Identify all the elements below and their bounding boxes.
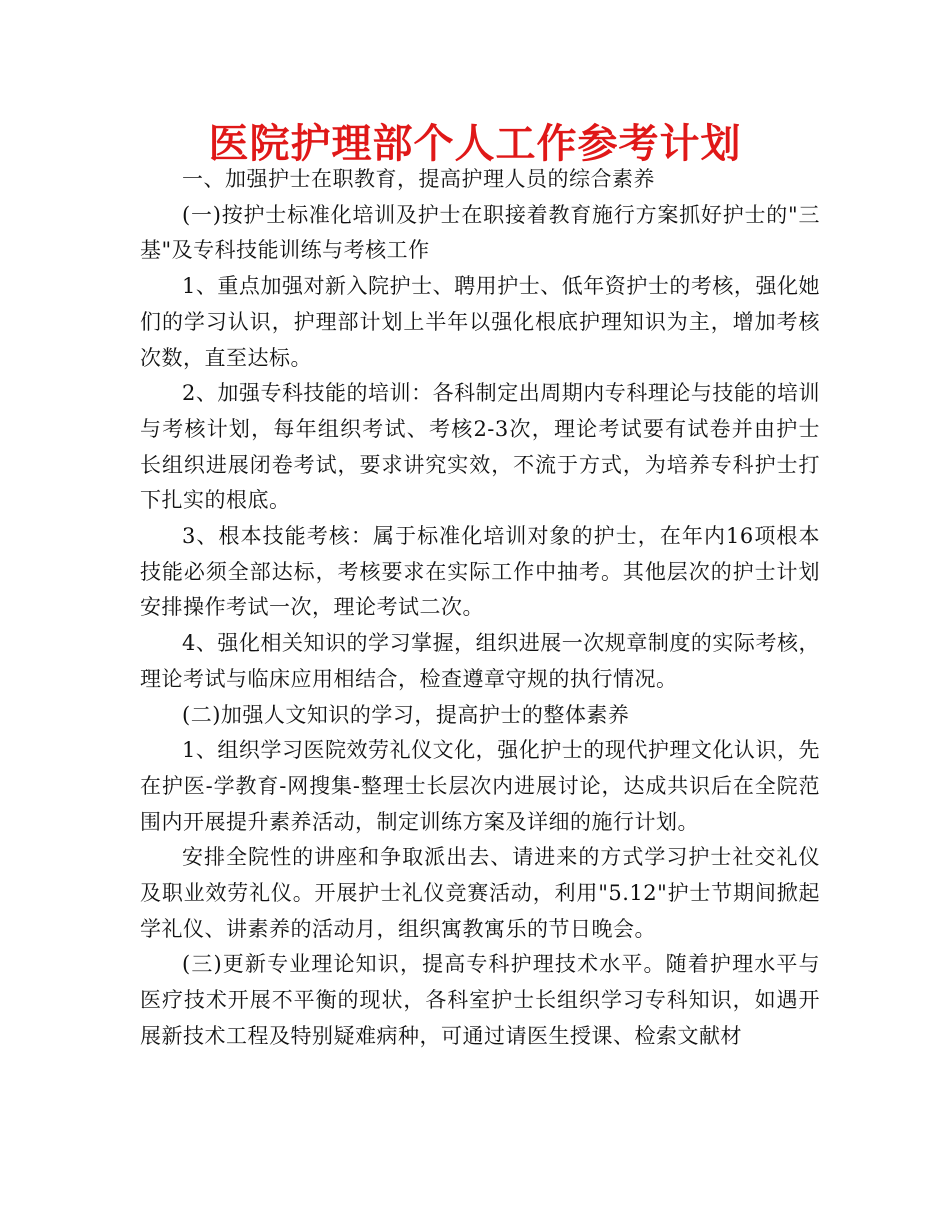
paragraph: (三)更新专业理论知识，提高专科护理技术水平。随着护理水平与医疗技术开展不平衡的现状，各科室护士长组织学习专科知识，如遇开展新技术工程及特别疑难病种，可通过请医生授课、检索文献材 — [140, 952, 820, 1048]
paragraph: 1、组织学习医院效劳礼仪文化，强化护士的现代护理文化认识，先在护医-学教育-网搜集-整理士长层次内进展讨论，达成共识后在全院范围内开展提升素养活动，制定训练方案及详细的施行计划。 — [140, 738, 820, 834]
paragraph: 3、根本技能考核：属于标准化培训对象的护士，在年内16项根本技能必须全部达标，考核要求在实际工作中抽考。其他层次的护士计划安排操作考试一次，理论考试二次。 — [140, 524, 820, 620]
subsection-heading: (二)加强人文知识的学习，提高护士的整体素养 — [182, 702, 630, 727]
subsection-heading: (一)按护士标准化培训及护士在职接着教育施行方案抓好护士的"三基"及专科技能训练与考核工作 — [140, 202, 820, 263]
document-body — [140, 162, 820, 1055]
paragraph: 1、重点加强对新入院护士、聘用护士、低年资护士的考核，强化她们的学习认识，护理部计划上半年以强化根底护理知识为主，增加考核次数，直至达标。 — [140, 274, 820, 370]
paragraph: 2、加强专科技能的培训：各科制定出周期内专科理论与技能的培训与考核计划，每年组织考试、考核2-3次，理论考试要有试卷并由护士长组织进展闭卷考试，要求讲究实效，不流于方式，为培养专科护士打下扎实的根底。 — [140, 381, 820, 513]
section-heading: 一、加强护士在职教育，提高护理人员的综合素养 — [182, 167, 655, 191]
document-title: 医院护理部个人工作参考计划 — [208, 121, 742, 167]
paragraph: 安排全院性的讲座和争取派出去、请进来的方式学习护士社交礼仪及职业效劳礼仪。开展护士礼仪竞赛活动，利用"5.12"护士节期间掀起学礼仪、讲素养的活动月，组织寓教寓乐的节日晚会。 — [140, 845, 820, 941]
paragraph: 4、强化相关知识的学习掌握，组织进展一次规章制度的实际考核，理论考试与临床应用相结合，检查遵章守规的执行情况。 — [140, 631, 820, 691]
